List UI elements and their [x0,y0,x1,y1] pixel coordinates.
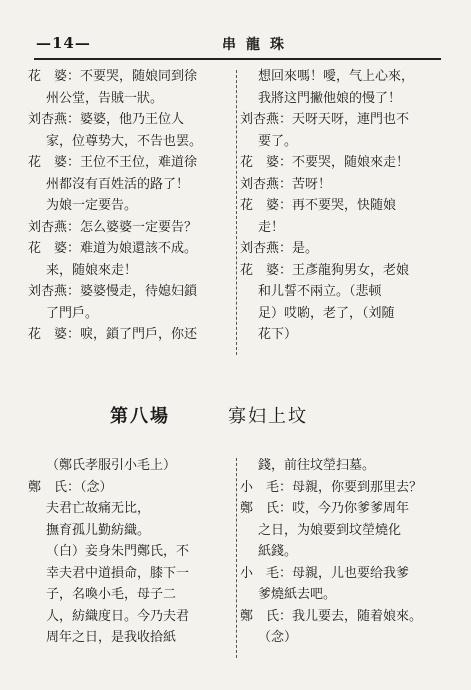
dialogue-line: 家，位尊势大，不告也罢。 [46,133,203,149]
dialogue-line: 刘杏燕：怎么婆婆一定要告？ [28,219,198,235]
dialogue-line: 夫君亡故痛无比， [46,501,151,516]
dialogue-line: 花 婆：难道为娘還該不成。 [28,241,198,256]
dialogue-line: 州都沒有百姓活的路了！ [46,176,190,192]
dialogue-line: 鄭 氏：哎，今乃你爹爹周年 [240,501,410,516]
column-divider [236,70,237,355]
dialogue-line: 錢，前往坟塋扫墓。 [258,458,376,473]
bottom-right-column [240,455,445,649]
dialogue-line: 鄭 氏：我儿要去，随着娘來。 [240,608,423,624]
dialogue-line: 人，紡織度日。今乃夫君 [46,608,190,624]
dialogue-line: 走！ [258,219,285,235]
dialogue-line: 爹燒紙去吧。 [258,587,337,602]
dialogue-line: 刘杏燕：婆婆，他乃王位人 [28,112,185,127]
dialogue-line: 周年之日，是我收拾紙 [46,630,177,645]
dialogue-line: 花 婆：不要哭，随娘來走！ [240,155,410,170]
column-divider [236,458,237,658]
dialogue-line: 我將这門撇他娘的慢了！ [258,90,402,106]
dialogue-line: 小 毛：母親，你要到那里去？ [240,479,423,495]
dialogue-line: 花 婆：再不要哭，快随娘 [240,198,397,213]
dialogue-line: 为娘一定要告。 [46,198,138,213]
dialogue-line: 了門戶。 [46,305,99,321]
stage-direction: （鄭氏孝服引小毛上） [46,458,177,473]
dialogue-line: 花下） [258,327,298,342]
dialogue-line: 刘杏燕：苦呀！ [240,176,332,192]
dialogue-line: 刘杏燕：天呀天呀，連門也不 [240,112,410,127]
dialogue-line: 想回來嗎！噯，气上心來， [258,69,415,84]
dialogue-line: 撫育孤儿勤紡織。 [46,522,151,538]
dialogue-line: 鄭 氏：（念） [28,479,113,495]
dialogue-line: 要了。 [258,133,298,149]
dialogue-line: 花 婆：王彥龍狗男女，老娘 [240,262,410,278]
dialogue-line: 来，随娘來走！ [46,262,138,278]
dialogue-line: 州公堂，告賊一狀。 [46,90,164,106]
dialogue-line: 花 婆：不要哭，随娘同到徐 [28,69,198,84]
dialogue-line: 足）哎喲，老了，（刘随 [258,305,395,321]
dialogue-line: 和儿誓不兩立。（悲顿 [258,284,382,299]
bottom-left-column [28,455,228,649]
book-title: 串龍珠 [222,37,294,53]
top-right-column [240,66,445,346]
header-rule [34,58,441,60]
dialogue-line: 紙錢。 [258,544,298,559]
dialogue-line: 刘杏燕：婆婆慢走，待媳妇鎖 [28,284,198,299]
scene-number: 第八場 [110,406,170,427]
dialogue-line: 子，名喚小毛，母子二 [46,587,177,602]
page-number: —14— [36,34,91,52]
dialogue-line: 之日，为娘要到坟塋燒化 [258,522,402,538]
dialogue-line: 花 婆：唳，鎖了門戶，你还 [28,327,198,342]
dialogue-line: 刘杏燕：是。 [240,241,319,256]
dialogue-line: （念） [258,630,298,645]
dialogue-line: 花 婆：王位不王位，难道徐 [28,155,198,170]
dialogue-line: 小 毛：母親，儿也要给我爹 [240,565,410,581]
scene-name: 寡妇上坟 [228,406,308,427]
top-left-column [28,66,228,346]
dialogue-line: 幸夫君中道損命，膝下一 [46,565,190,581]
page-header [36,30,435,56]
dialogue-line: （白）妾身朱門鄭氏，不 [46,544,190,559]
